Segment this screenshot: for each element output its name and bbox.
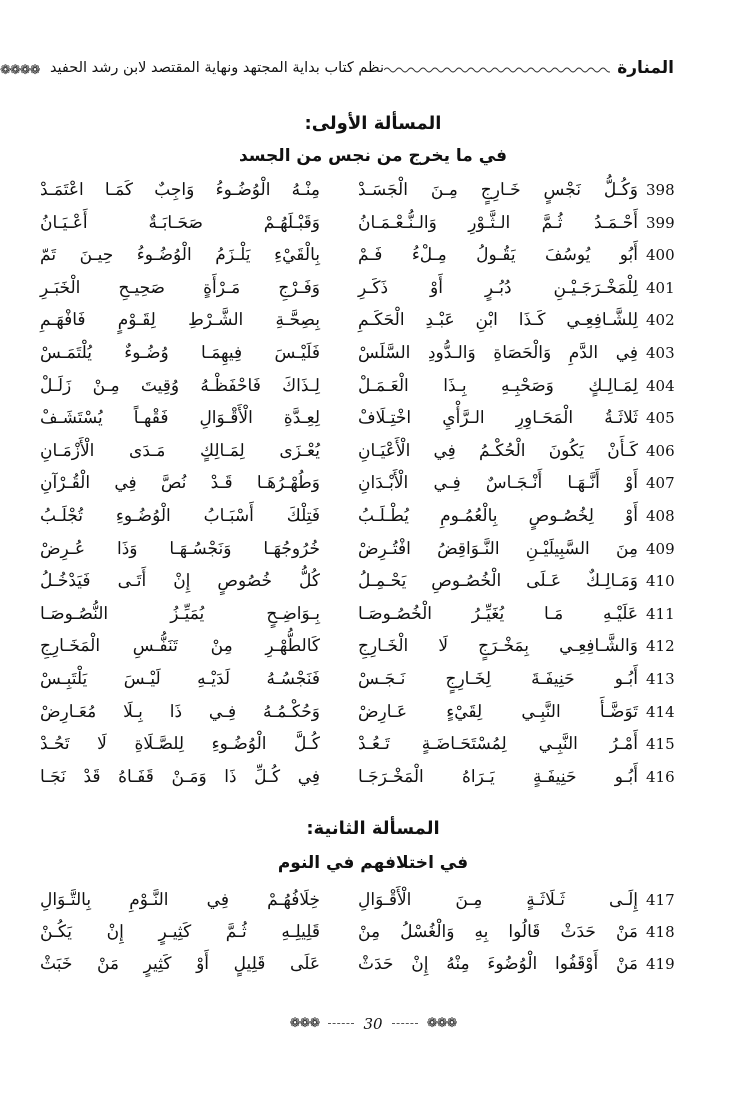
verse-number: 398 — [646, 181, 675, 199]
verse-first-hemistich: وَالشَّـافِعِـي بِمَخْـرَجٍ لَا الْخَـارِجِ — [358, 636, 638, 657]
verse-first-hemistich: أَبُـو حَنِيفَـةَ لِخَـارِجٍ نَـجَـسْ — [358, 669, 638, 689]
verse-row — [0, 341, 746, 373]
verse-row — [0, 634, 746, 666]
verse-second-hemistich: كُلُّ خُصُوصٍ إِنْ أَتَـى فَيَدْخُـلُ — [40, 571, 320, 592]
section-1-title: المسألة الأولى: — [304, 113, 442, 134]
verse-row — [0, 374, 746, 406]
verse-first-hemistich: أَوْ لِخُصُـوصٍ بِالْعُمُـومِ يُطْـلَـبُ — [358, 506, 638, 526]
verse-row — [0, 700, 746, 732]
verse-number: 402 — [646, 311, 675, 330]
verse-second-hemistich: لِعِـدَّةِ الْأَقْـوَالِ فَقْهـاً يُسْتَشَـفْ — [40, 408, 320, 429]
verse-second-hemistich: قَلِيلِـهِ ثُـمَّ كَثِيـرٍ إِنْ يَكُـنْ — [40, 922, 320, 942]
verse-row — [0, 732, 746, 764]
verse-second-hemistich: فَتِلْكَ أَسْبَـابُ الْوُضُـوءِ تُجْلَـبُ — [40, 506, 320, 526]
verse-number: 408 — [646, 507, 675, 525]
verse-row — [0, 952, 746, 984]
verse-second-hemistich: وَطُهْـرُهَـا قَـدْ نُصَّ فِي الْقُـرْآنِ — [40, 473, 320, 494]
verse-row — [0, 471, 746, 503]
verse-number: 419 — [646, 955, 675, 973]
verse-number: 403 — [646, 344, 675, 362]
footer-flower-ornament-icon: ❁❁❁ — [289, 1016, 320, 1031]
footer-flower-ornament-icon: ❁❁❁ — [426, 1016, 457, 1031]
verse-second-hemistich: يُعْـزَى لِمَـالِكٍ مَـدَى الْأَزْمَـانِ — [40, 440, 320, 461]
verse-second-hemistich: كُـلَّ الْوُضُـوءِ لِلصَّـلَاةِ لَا تَحُـدْ — [40, 734, 320, 755]
verse-second-hemistich: مِنْـهُ الْوُضُـوءُ وَاجِبٌ كَمَـا اعْتَمَـدْ — [40, 180, 320, 200]
verse-second-hemistich: فِي كُـلِّ ذَا وَمَـنْ قَفَـاهُ قَدْ نَجَـا — [40, 766, 320, 787]
verse-number: 405 — [646, 409, 675, 428]
verse-row — [0, 537, 746, 569]
verse-number: 407 — [646, 474, 675, 493]
verse-row — [0, 308, 746, 340]
verse-number: 404 — [646, 376, 675, 395]
verse-number: 415 — [646, 735, 675, 754]
verse-second-hemistich: فَلَيْـسَ فِيهِمَـا وُضُـوءٌ يُلْتَمَـسْ — [40, 343, 320, 363]
section-2-title: المسألة الثانية: — [306, 818, 440, 839]
verse-row — [0, 276, 746, 308]
verse-second-hemistich: بِصِحَّـةِ الشَّـرْطِ لِقَـوْمٍ فَافْهَـمِ — [40, 310, 320, 331]
verse-first-hemistich: تَوَضَّـأَ النَّبِـي لِقَيْءٍ عَـارِضْ — [358, 701, 638, 722]
verse-row — [0, 243, 746, 275]
verse-row — [0, 504, 746, 536]
verse-second-hemistich: لِـذَاكَ فَاحْفَظْـهُ وُقِيتَ مِـنْ زَلَـلْ — [40, 375, 320, 396]
verse-second-hemistich: كَالطُّهْـرِ مِنْ تَنَفُّـسِ الْمَخَـارِجِ — [40, 636, 320, 657]
verse-second-hemistich: بِـوَاضِـحٍ يُمَيِّـزُ النُّصُـوصَـا — [40, 603, 320, 624]
verse-second-hemistich: وَحُكْـمُـهُ فِـي ذَا بِـلَا مُعَـارِضْ — [40, 701, 320, 722]
verse-first-hemistich: مِنَ السَّبِيلَيْـنِ النَّـوَاقِضُ افْتُـرِضْ — [358, 538, 638, 559]
verse-number: 413 — [646, 670, 675, 688]
page-header — [0, 52, 746, 88]
verse-second-hemistich: خُرُوجُهَـا وَنَجْسُـهَـا وَذَا عُـرِضْ — [40, 538, 320, 559]
verse-first-hemistich: لِلْمَخْـرَجَـيْـنِ دُبُـرٍ أَوْ ذَكَـرِ — [358, 277, 638, 298]
header-book-name: المنارة — [617, 58, 674, 78]
verse-first-hemistich: أَوْ أَنَّـهَـا أَنْـجَـاسٌ فِـي الْأَبْـدَانِ — [358, 473, 638, 494]
verse-second-hemistich: عَلَى قَلِيلٍ أَوْ كَثِيرٍ مَنْ خَبَثْ — [40, 954, 320, 974]
verse-row — [0, 211, 746, 243]
header-running-title: نظم كتاب بداية المجتهد ونهاية المقتصد لابن رشد الحفيد — [49, 60, 384, 76]
verse-first-hemistich: أَبُـو حَنِيفَـةٍ يَـرَاهُ الْمَخْـرَجَـا — [358, 766, 638, 787]
verse-first-hemistich: إِلَـى ثَـلَاثَـةٍ مِـنَ الْأَقْـوَالِ — [358, 890, 638, 910]
verse-row — [0, 765, 746, 797]
verse-number: 406 — [646, 441, 675, 460]
header-flower-ornament-icon: ❁❁❁❁ — [0, 63, 40, 78]
verse-number: 411 — [646, 604, 675, 623]
verse-first-hemistich: وَكُـلُّ نَجْسٍ خَـارِجٍ مِـنَ الْجَسَـدْ — [358, 180, 638, 200]
verse-first-hemistich: مَنْ حَدَثْ قَالُوا بِهِ وَالْغُسْلُ مِنْ — [358, 922, 638, 942]
verse-number: 417 — [646, 891, 675, 909]
verse-number: 412 — [646, 637, 675, 656]
verse-row — [0, 667, 746, 699]
verse-row — [0, 569, 746, 601]
verse-number: 410 — [646, 572, 675, 591]
verse-second-hemistich: وَفَـرْجِ مَـرْأَةٍ صَحِيـحِ الْخَبَـرِ — [40, 277, 320, 298]
verse-number: 409 — [646, 539, 675, 558]
verse-first-hemistich: لِلشَّـافِعِـي كَـذَا ابْنِ عَبْـدِ الْحَكَـمِ — [358, 310, 638, 331]
verse-second-hemistich: فَنَجْسُـهُ لَدَيْـهِ لَيْـسَ يَلْتَبِـسْ — [40, 669, 320, 689]
section-1-subtitle: في ما يخرج من نجس من الجسد — [238, 146, 508, 166]
verse-row — [0, 920, 746, 952]
verse-number: 418 — [646, 923, 675, 941]
verse-first-hemistich: كَـأَنْ يَكُونَ الْحُكْـمُ فِي الْأَعْيَـانِ — [358, 440, 638, 461]
verse-first-hemistich: وَمَـالِـكٌ عَـلَى الْخُصُـوصِ يَحْـمِـلُ — [358, 571, 638, 592]
verse-row — [0, 602, 746, 634]
verse-row — [0, 439, 746, 471]
verse-row — [0, 406, 746, 438]
verse-first-hemistich: أَمْـرُ النَّبِـي لِمُسْتَحَـاضَـةٍ تَـعُـدْ — [358, 734, 638, 755]
verse-first-hemistich: مَنْ أَوْقَفُوا الْوُضُوءَ مِنْهُ إِنْ حَدَثْ — [358, 954, 638, 974]
header-wave-ornament — [384, 66, 610, 74]
verse-second-hemistich: وَقَبْـلَهُـمْ صَحَـابَـةٌ أَعْـيَـانُ — [40, 212, 320, 233]
verse-first-hemistich: أَحْـمَـدُ ثُـمَّ الـثَّـوْرِ وَالـنُّـعْـمَـانُ — [358, 212, 638, 233]
verse-first-hemistich: لِمَـالِـكٍ وَصَحْبِـهِ بِـذَا الْعَـمَـلْ — [358, 375, 638, 396]
verse-first-hemistich: ثَلاثَـةُ الْمَحَـاوِرِ الـرَّأْيِ اخْتِـلَافْ — [358, 408, 638, 429]
verse-number: 401 — [646, 278, 675, 297]
footer-dash-divider — [392, 1023, 418, 1025]
verse-row — [0, 178, 746, 210]
page-footer — [0, 1013, 746, 1039]
verse-first-hemistich: أَبُو يُوسُفَ يَقُـولُ مِـلْءُ فَـمْ — [358, 245, 638, 266]
section-2-subtitle: في اختلافهم في النوم — [277, 853, 469, 873]
verse-second-hemistich: بِالْقَيْءِ يَلْـزَمُ الْوُضُـوءُ حِيـنَ تَمّ — [40, 245, 320, 266]
page-number: 30 — [363, 1014, 383, 1033]
verse-number: 399 — [646, 213, 675, 232]
footer-dash-divider — [328, 1023, 354, 1025]
verse-second-hemistich: خِلَافُهُـمْ فِي النَّـوْمِ بِالتَّـوَالِ — [40, 890, 320, 910]
verse-number: 400 — [646, 246, 675, 265]
verse-first-hemistich: فِي الدَّمِ وَالْحَصَاةِ وَالـدُّودِ السَّلَسْ — [358, 343, 638, 363]
verse-number: 416 — [646, 767, 675, 786]
verse-row — [0, 888, 746, 920]
verse-first-hemistich: عَلَيْـهِ مَـا يُغَيِّـرُ الْخُصُـوصَـا — [358, 603, 638, 624]
verse-number: 414 — [646, 702, 675, 721]
